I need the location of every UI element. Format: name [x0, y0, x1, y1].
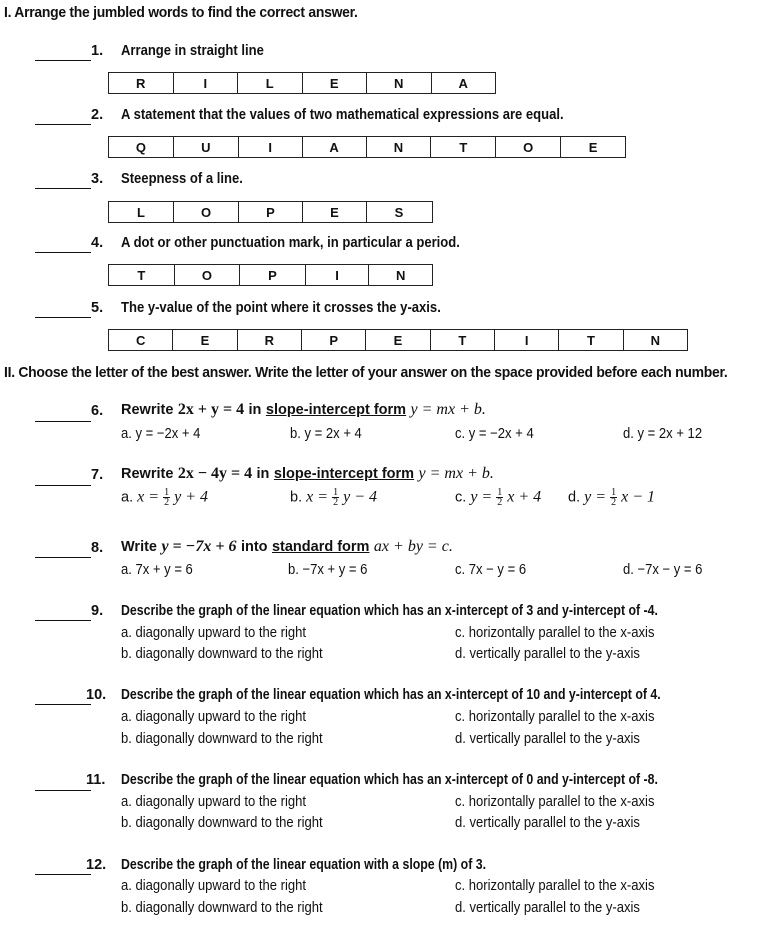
item-text: Arrange in straight line	[121, 43, 264, 59]
option-d: d. vertically parallel to the y-axis	[455, 646, 640, 662]
letter-cell: E	[303, 202, 367, 222]
option-a: a. 7x + y = 6	[121, 562, 193, 578]
question-6-text	[121, 401, 486, 419]
question-text: Describe the graph of the linear equation which has an x-intercept of 3 and y-intercept of -4.	[121, 603, 658, 619]
answer-blank-5[interactable]	[35, 317, 91, 318]
option-c	[455, 488, 541, 507]
part2-heading: II. Choose the letter of the best answer. Write the letter of your answer on the space provided before each number.	[4, 364, 728, 381]
option-c: c. horizontally parallel to the x-axis	[455, 878, 655, 894]
letter-cell: N	[367, 137, 432, 157]
letter-cell: T	[559, 330, 623, 350]
letter-cell: O	[175, 265, 241, 285]
item-text: The y-value of the point where it crosses the y-axis.	[121, 300, 441, 316]
question-number: 12.	[86, 857, 107, 873]
letter-cell: U	[174, 137, 239, 157]
question-connector: into	[240, 539, 268, 555]
item-number: 4.	[91, 235, 104, 251]
item-number: 2.	[91, 107, 104, 123]
question-8-text	[121, 538, 453, 556]
option-d: d. vertically parallel to the y-axis	[455, 815, 640, 831]
option-a: a. diagonally upward to the right	[121, 709, 307, 725]
option-c: c. 7x − y = 6	[455, 562, 527, 578]
option-c: c. horizontally parallel to the x-axis	[455, 794, 655, 810]
letter-cell: P	[302, 330, 366, 350]
item-number: 5.	[91, 300, 104, 316]
fraction: $\frac{1}{2}$	[611, 487, 617, 508]
answer-blank-10[interactable]	[35, 704, 91, 705]
letter-cell: I	[495, 330, 559, 350]
option-lhs: x =	[306, 488, 329, 506]
letter-cell: I	[306, 265, 370, 285]
option-d: d. vertically parallel to the y-axis	[455, 731, 640, 747]
letter-cell: N	[650, 332, 660, 348]
option-label: c.	[455, 489, 467, 506]
letter-cell: N	[367, 73, 432, 93]
question-number: 9.	[91, 603, 104, 619]
question-number: 11.	[86, 772, 106, 788]
target-form: ax + by = c.	[373, 538, 453, 555]
question-number: 10.	[86, 687, 107, 703]
option-a: a. diagonally upward to the right	[121, 794, 307, 810]
letter-cell: I	[174, 73, 239, 93]
letter-cell: L	[109, 202, 174, 222]
question-text: Describe the graph of the linear equation which has an x-intercept of 0 and y-intercept of -8.	[121, 772, 658, 788]
option-label: d.	[568, 489, 581, 506]
letter-cell: S	[394, 204, 404, 220]
part1-heading: I. Arrange the jumbled words to find the correct answer.	[4, 4, 358, 21]
item-number: 1.	[91, 43, 104, 59]
option-b	[290, 488, 377, 507]
option-a: a. y = −2x + 4	[121, 426, 201, 442]
question-text: Describe the graph of the linear equation which has an x-intercept of 10 and y-intercept of 4.	[121, 687, 661, 703]
option-a	[121, 488, 208, 507]
option-rhs: x + 4	[507, 488, 542, 506]
letter-cell: I	[239, 137, 303, 157]
answer-blank-2[interactable]	[35, 124, 91, 125]
answer-blank-3[interactable]	[35, 188, 91, 189]
option-lhs: x =	[137, 488, 160, 506]
letter-cell: R	[238, 330, 302, 350]
letter-cell: C	[109, 330, 173, 350]
letter-cell: O	[496, 137, 561, 157]
letter-cell: E	[366, 330, 430, 350]
letter-cell: P	[239, 202, 303, 222]
option-d: d. y = 2x + 12	[623, 426, 703, 442]
letter-cell: A	[303, 137, 367, 157]
letter-cell: R	[109, 73, 174, 93]
letter-box-row-4	[108, 264, 433, 286]
option-label: b.	[290, 489, 303, 506]
letter-box-row-1	[108, 72, 496, 94]
option-c: c. y = −2x + 4	[455, 426, 534, 442]
letter-cell: L	[238, 73, 303, 93]
option-b: b. y = 2x + 4	[290, 426, 362, 442]
question-7-text	[121, 465, 494, 483]
term-underlined: standard form	[271, 539, 370, 555]
letter-cell: A	[458, 75, 468, 91]
option-c: c. horizontally parallel to the x-axis	[455, 709, 655, 725]
question-number: 8.	[91, 540, 104, 556]
letter-cell: T	[431, 330, 495, 350]
letter-cell: P	[240, 265, 306, 285]
question-number: 7.	[91, 467, 104, 483]
answer-blank-7[interactable]	[35, 485, 91, 486]
item-text: A statement that the values of two mathematical expressions are equal.	[121, 107, 564, 123]
term-underlined: slope-intercept form	[273, 466, 415, 482]
answer-blank-1[interactable]	[35, 60, 91, 61]
question-prefix: Rewrite	[121, 402, 174, 418]
item-text: Steepness of a line.	[121, 171, 243, 187]
option-rhs: y − 4	[343, 488, 377, 506]
option-a: a. diagonally upward to the right	[121, 878, 307, 894]
option-c: c. horizontally parallel to the x-axis	[455, 625, 655, 641]
target-form: y = mx + b.	[418, 465, 494, 482]
option-rhs: x − 1	[621, 488, 655, 506]
option-d: d. −7x − y = 6	[623, 562, 703, 578]
option-b: b. diagonally downward to the right	[121, 646, 323, 662]
option-rhs: y + 4	[174, 488, 208, 506]
letter-cell: E	[588, 139, 598, 155]
fraction: $\frac{1}{2}$	[164, 487, 170, 508]
question-connector: in	[248, 402, 262, 418]
option-label: a.	[121, 489, 134, 506]
letter-box-row-3	[108, 201, 433, 223]
letter-cell: E	[303, 73, 368, 93]
letter-cell: E	[173, 330, 237, 350]
answer-blank-12[interactable]	[35, 874, 91, 875]
fraction: $\frac{1}{2}$	[497, 487, 503, 508]
item-text: A dot or other punctuation mark, in particular a period.	[121, 235, 460, 251]
option-d	[568, 488, 655, 507]
term-underlined: slope-intercept form	[265, 402, 407, 418]
option-a: a. diagonally upward to the right	[121, 625, 307, 641]
answer-blank-9[interactable]	[35, 620, 91, 621]
letter-cell: O	[174, 202, 239, 222]
option-b: b. diagonally downward to the right	[121, 731, 323, 747]
letter-cell: N	[396, 267, 406, 283]
answer-blank-8[interactable]	[35, 557, 91, 558]
letter-cell: T	[109, 265, 175, 285]
letter-cell: Q	[109, 137, 174, 157]
answer-blank-4[interactable]	[35, 252, 91, 253]
question-connector: in	[256, 466, 270, 482]
letter-box-row-5	[108, 329, 688, 351]
question-text: Describe the graph of the linear equation with a slope (m) of 3.	[121, 857, 487, 873]
equation: 2x − 4y = 4	[177, 465, 253, 482]
question-prefix: Write	[121, 539, 157, 555]
option-b: b. −7x + y = 6	[288, 562, 368, 578]
question-number: 6.	[91, 403, 104, 419]
fraction: $\frac{1}{2}$	[333, 487, 339, 508]
equation: 2x + y = 4	[177, 401, 245, 418]
item-number: 3.	[91, 171, 104, 187]
option-d: d. vertically parallel to the y-axis	[455, 900, 640, 916]
answer-blank-11[interactable]	[35, 790, 91, 791]
letter-box-row-2	[108, 136, 626, 158]
equation: y = −7x + 6	[161, 538, 237, 555]
target-form: y = mx + b.	[410, 401, 486, 418]
letter-cell: T	[431, 137, 496, 157]
option-b: b. diagonally downward to the right	[121, 900, 323, 916]
answer-blank-6[interactable]	[35, 421, 91, 422]
option-b: b. diagonally downward to the right	[121, 815, 323, 831]
question-prefix: Rewrite	[121, 466, 174, 482]
option-lhs: y =	[470, 488, 493, 506]
option-lhs: y =	[584, 488, 607, 506]
